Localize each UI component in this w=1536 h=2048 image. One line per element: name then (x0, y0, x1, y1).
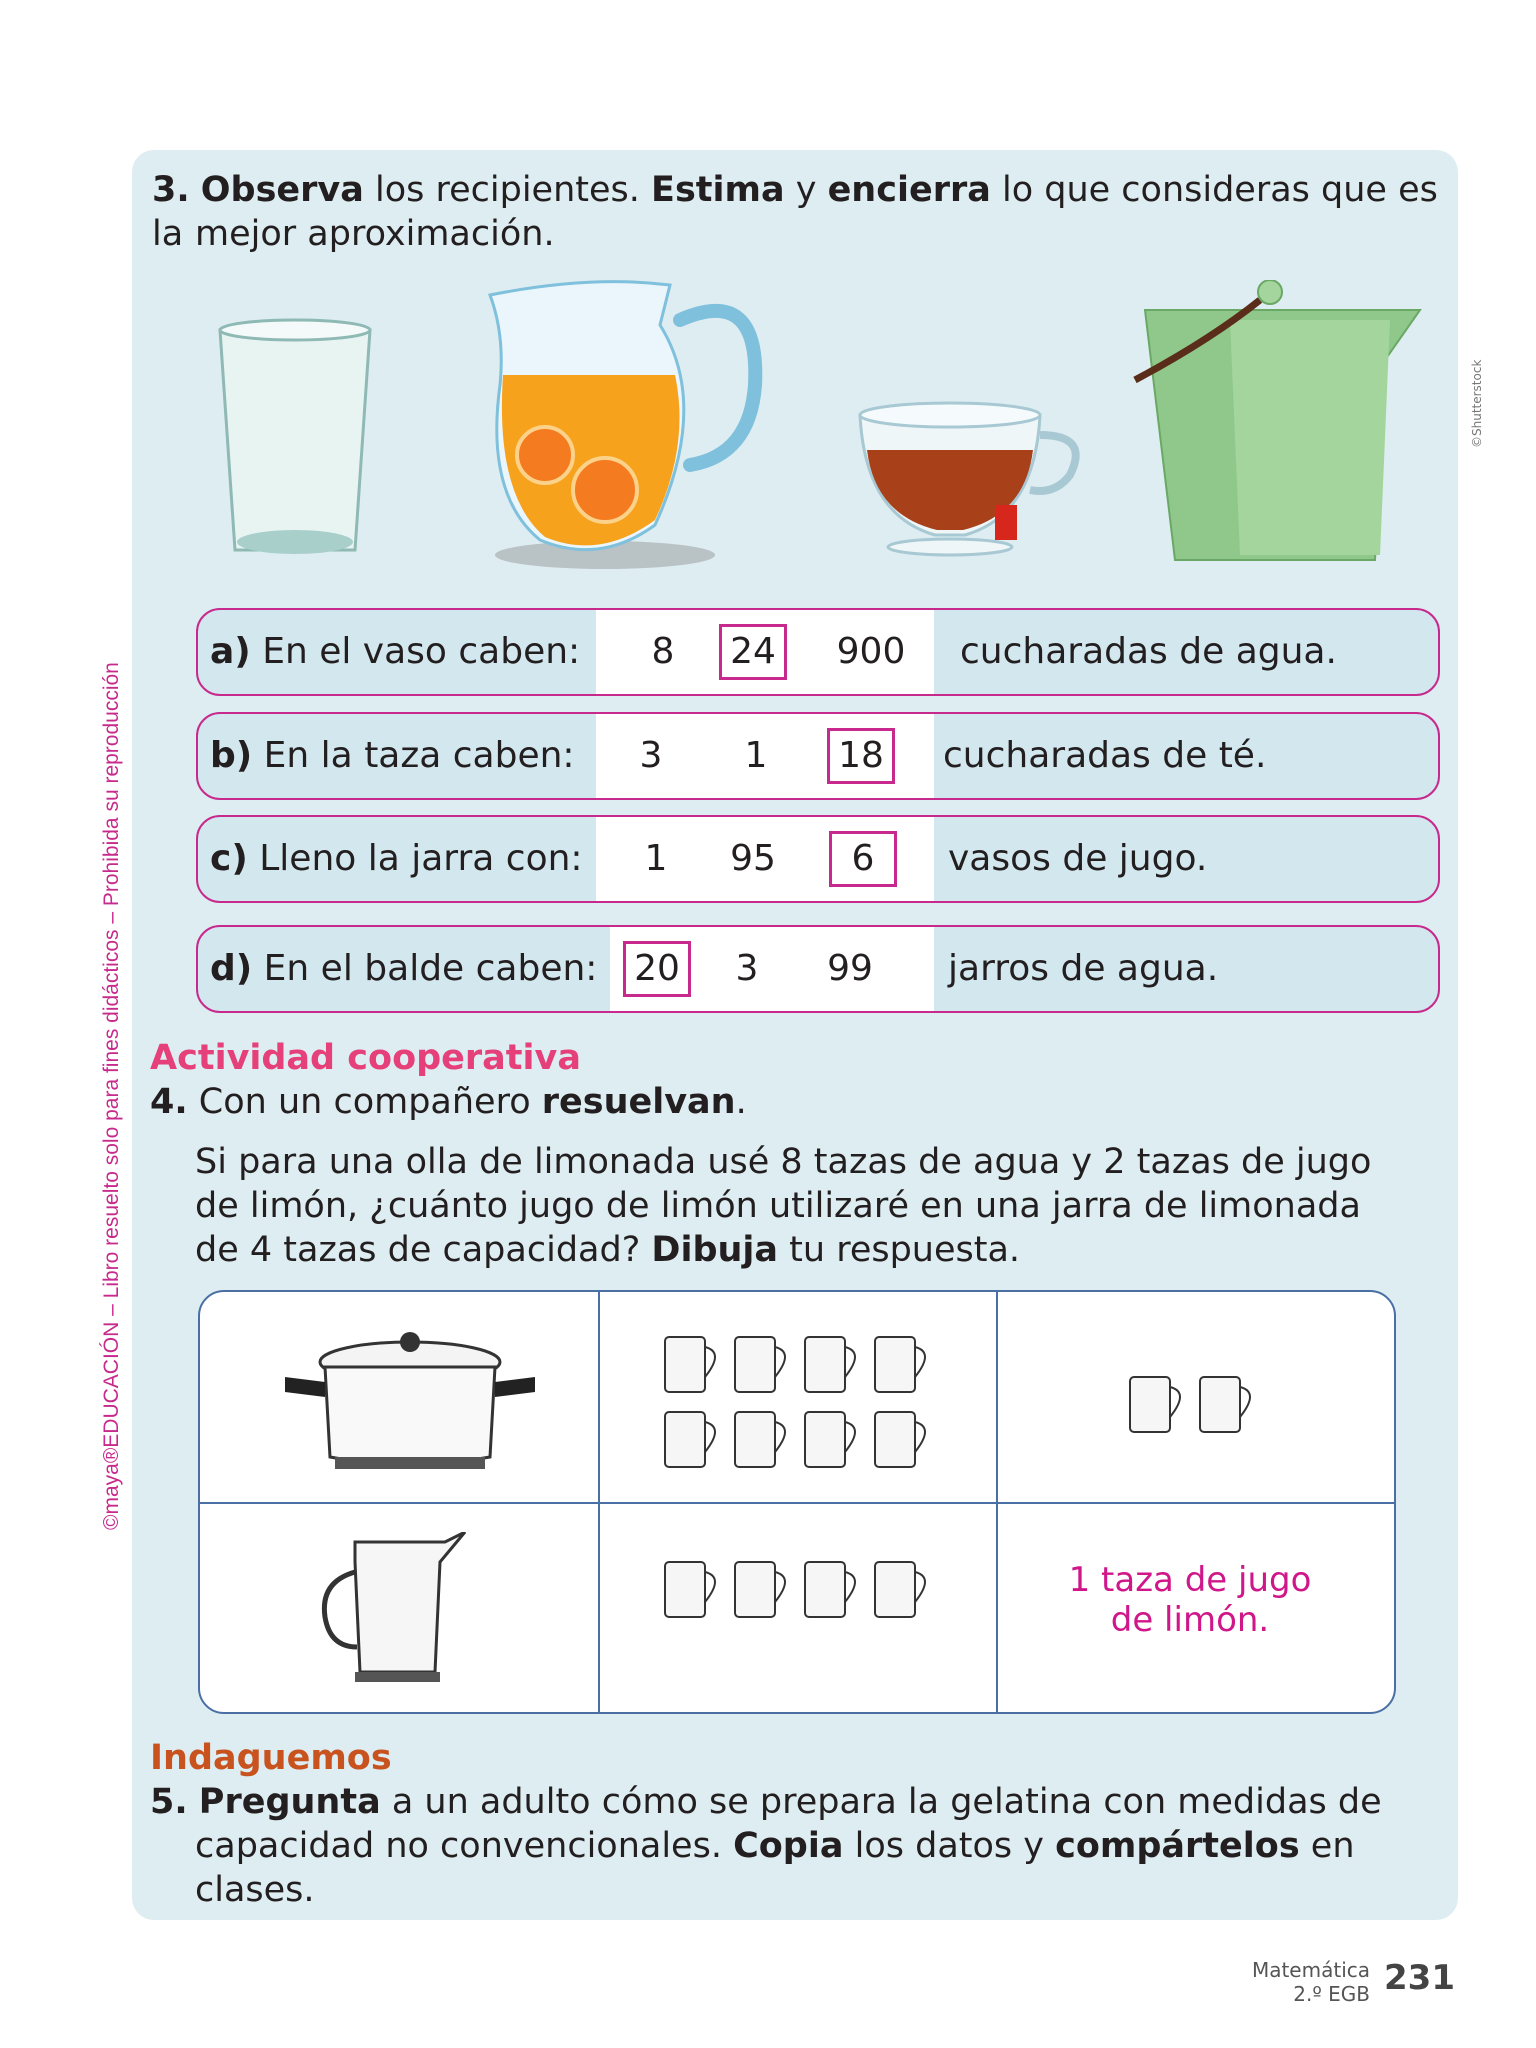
row-c-option-95[interactable]: 95 (730, 838, 776, 879)
row-b-option-3[interactable]: 3 (639, 735, 663, 776)
coop-heading: Actividad cooperativa (150, 1038, 581, 1078)
question-3-line1: 3. Observa los recipientes. Estima y encierra lo que consideras que es la (152, 170, 1438, 254)
row-d-options (610, 927, 934, 1011)
page-number: 231 (1384, 1958, 1455, 1998)
question-5-line2: capacidad no convencionales. Copia los datos y compártelos en (195, 1826, 1355, 1866)
answer-text: 1 taza de jugo de limón. (1068, 1560, 1312, 1640)
two-cups-icon (1125, 1372, 1275, 1442)
row-d (196, 925, 1440, 1013)
row-d-label: d) En el balde caben: (210, 948, 598, 989)
question-5-line1: 5. Pregunta a un adulto cómo se prepara la gelatina con medidas de (150, 1782, 1382, 1822)
lemonade-table (198, 1290, 1396, 1714)
row-c-options (596, 817, 934, 901)
image-credit: ©Shutterstock (1470, 359, 1484, 448)
row-b-options (596, 714, 934, 798)
row-a-option-24-circled[interactable]: 24 (718, 610, 788, 694)
question-4-line3: de 4 tazas de capacidad? Dibuja tu respuesta. (195, 1230, 1021, 1270)
row-d-option-3[interactable]: 3 (735, 948, 759, 989)
row-a-label: a) En el vaso caben: (210, 631, 581, 672)
row-a-option-8[interactable]: 8 (651, 631, 675, 672)
glass-image (210, 270, 390, 570)
eight-cups-icon (660, 1332, 950, 1482)
row-c-tail: vasos de jugo. (948, 838, 1208, 879)
glass-pitcher-image (315, 1532, 475, 1692)
question-4-intro: 4. Con un compañero resuelvan. (150, 1082, 747, 1122)
row-a-options (596, 610, 934, 694)
pot-image (280, 1322, 540, 1482)
row-b-option-1[interactable]: 1 (744, 735, 768, 776)
row-d-option-99[interactable]: 99 (827, 948, 873, 989)
question-4-line1: Si para una olla de limonada usé 8 tazas de agua y 2 tazas de jugo (195, 1142, 1372, 1182)
row-a (196, 608, 1440, 696)
footer-subject: Matemática 2.º EGB (1251, 1958, 1370, 2006)
teacup-image (855, 395, 1095, 565)
row-a-tail: cucharadas de agua. (960, 631, 1337, 672)
row-d-tail: jarros de agua. (948, 948, 1219, 989)
question-3-line2: mejor aproximación. (195, 214, 555, 254)
pitcher-image (470, 265, 790, 575)
row-c (196, 815, 1440, 903)
question-4-line2: de limón, ¿cuánto jugo de limón utilizaré en una jarra de limonada (195, 1186, 1361, 1226)
four-cups-icon (660, 1557, 950, 1632)
row-c-label: c) Lleno la jarra con: (210, 838, 583, 879)
copyright-side-text: ©maya®EDUCACIÓN – Libro resuelto solo para fines didácticos – Prohibida su reproducción (100, 662, 123, 1530)
row-a-option-900[interactable]: 900 (836, 631, 906, 672)
row-d-option-20-circled[interactable]: 20 (622, 927, 692, 1011)
row-b-label: b) En la taza caben: (210, 735, 575, 776)
row-b-tail: cucharadas de té. (943, 735, 1267, 776)
row-b (196, 712, 1440, 800)
question-5-line3: clases. (195, 1870, 315, 1910)
table-divider (200, 1502, 1394, 1504)
row-c-option-1[interactable]: 1 (644, 838, 668, 879)
row-b-option-18-circled[interactable]: 18 (826, 714, 896, 798)
indaguemos-heading: Indaguemos (150, 1738, 392, 1778)
bucket-image (1130, 280, 1430, 570)
row-c-option-6-circled[interactable]: 6 (828, 817, 898, 901)
